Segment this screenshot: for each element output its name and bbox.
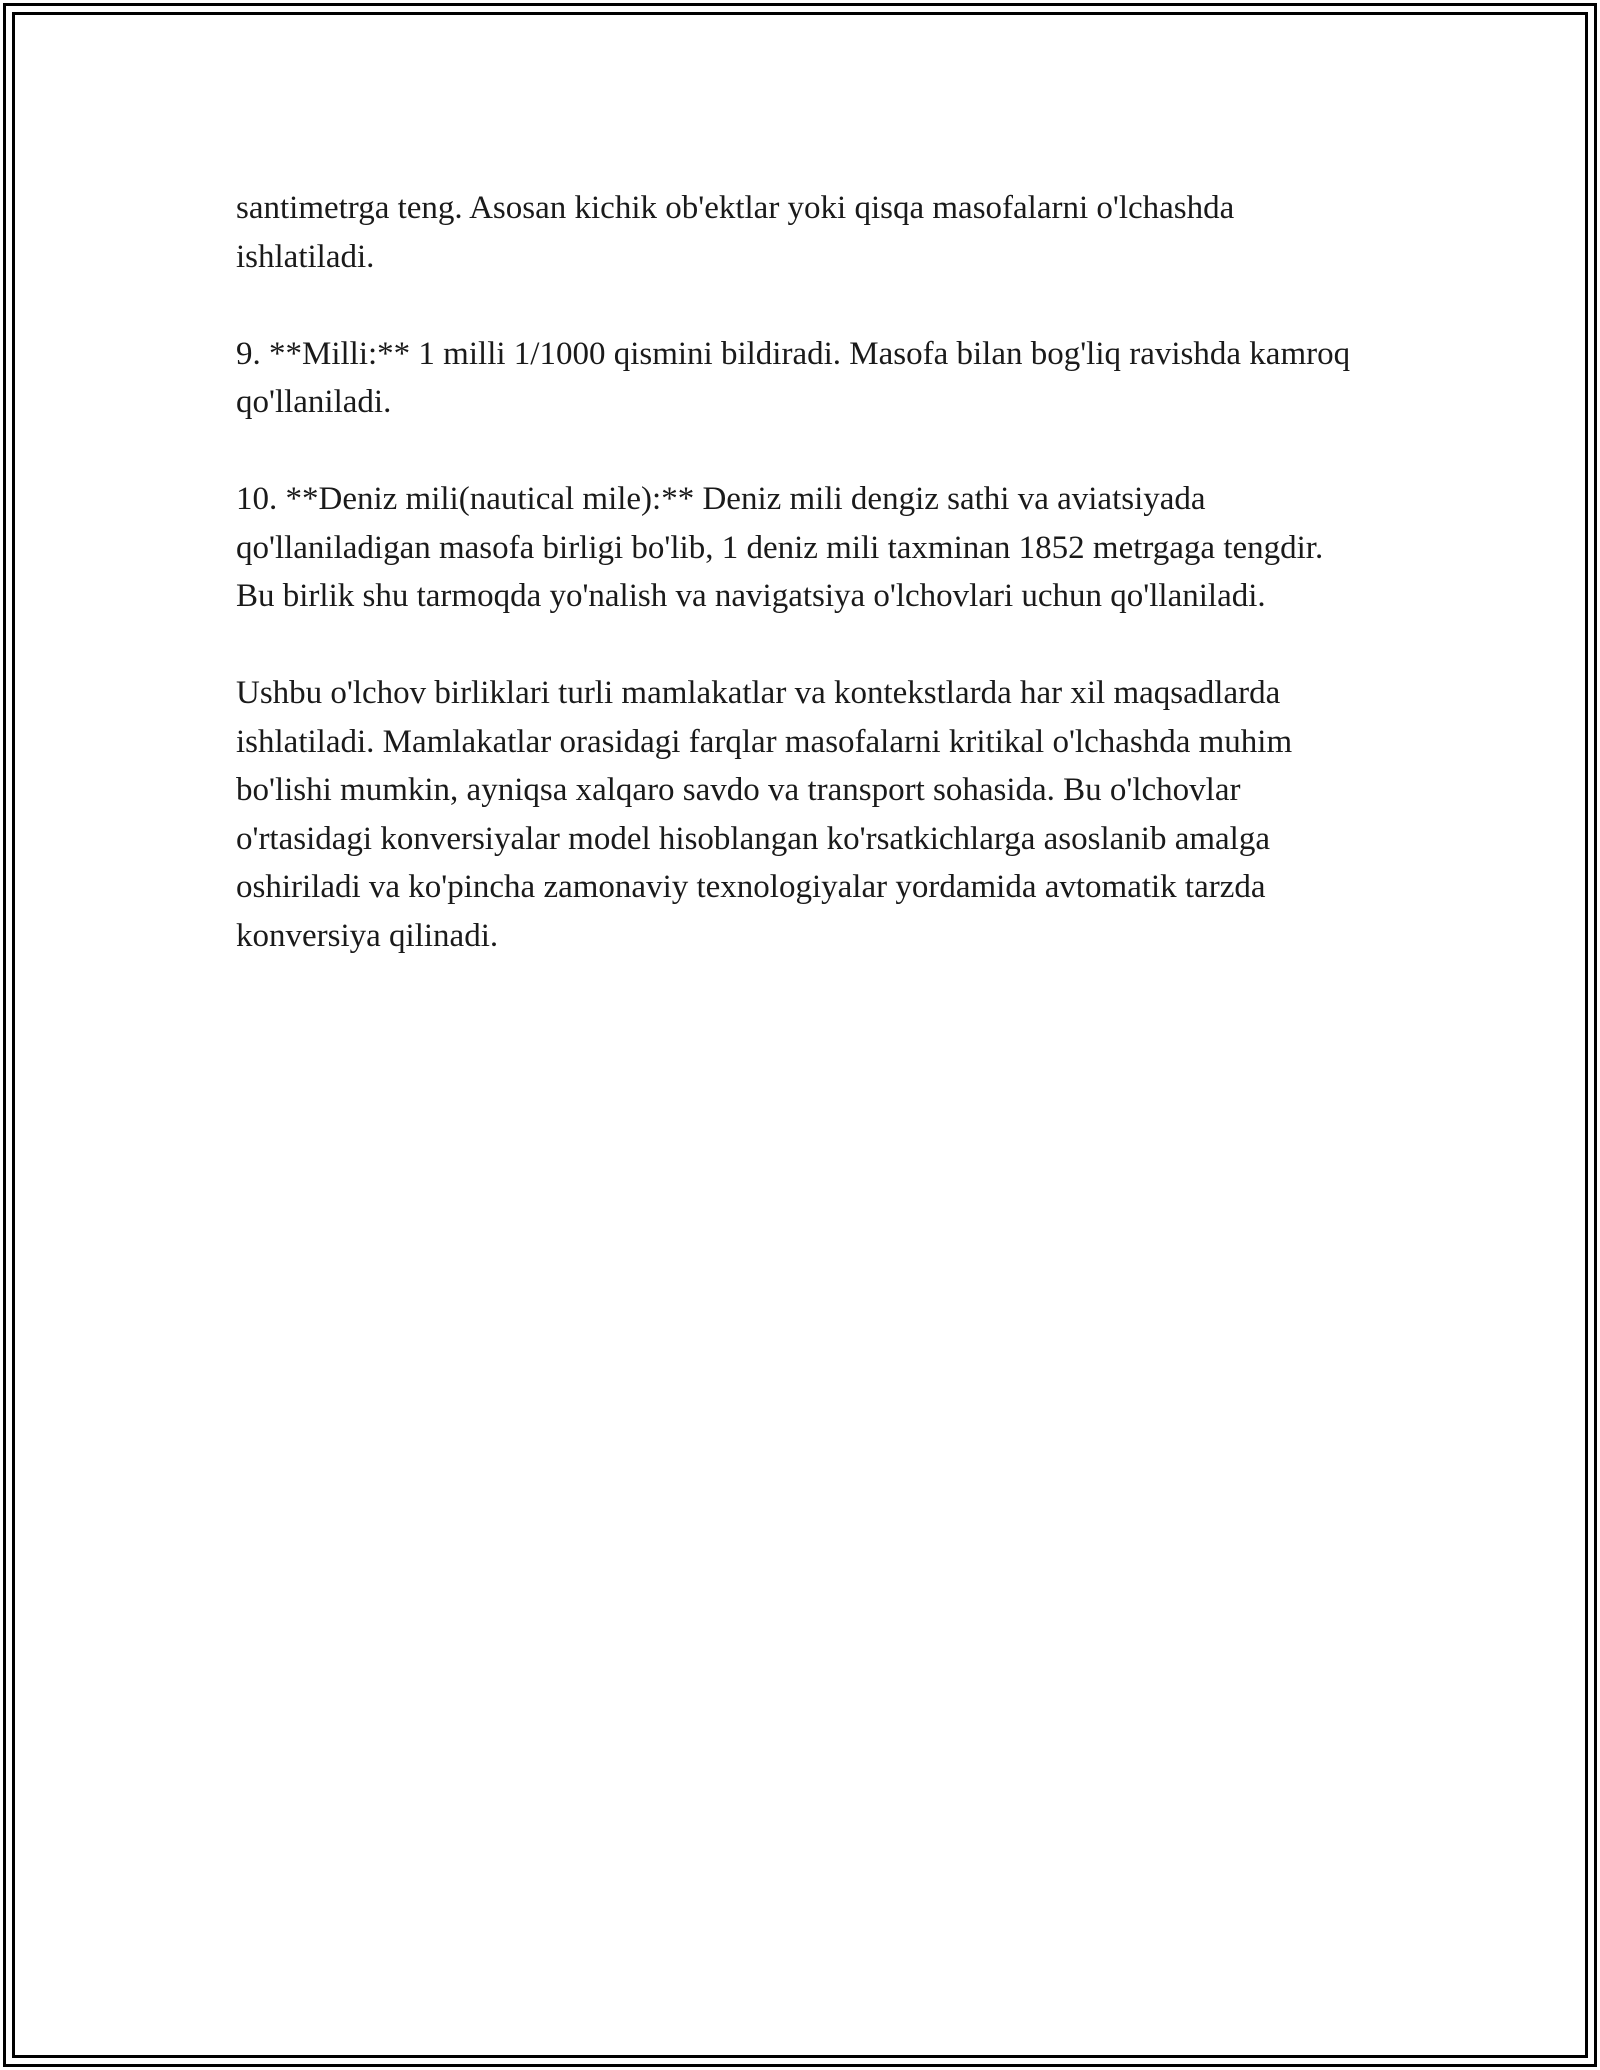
- paragraph-santimetr-continuation: santimetrga teng. Asosan kichik ob'ektlar yoki qisqa masofalarni o'lchashda ishlatiladi.: [236, 190, 1235, 275]
- document-body: [236, 184, 1366, 1009]
- paragraph-milli: 9. **Milli:** 1 milli 1/1000 qismini bildiradi. Masofa bilan bog'liq ravishda kamroq qo'llaniladi.: [236, 335, 1351, 420]
- paragraph-deniz-mili: 10. **Deniz mili(nautical mile):** Deniz mili dengiz sathi va aviatsiyada qo'llaniladigan masofa birligi bo'lib, 1 deniz mili taxminan 1852 metrgaga tengdir. Bu birlik shu tarmoqda yo'nalish va navigatsiya o'lchovlari uchun qo'llaniladi.: [236, 481, 1324, 614]
- paragraph-conclusion: Ushbu o'lchov birliklari turli mamlakatlar va kontekstlarda har xil maqsadlarda ishlatiladi. Mamlakatlar orasidagi farqlar masofalarni kritikal o'lchashda muhim bo'lishi mumkin, ayniqsa xalqaro savdo va transport sohasida. Bu o'lchovlar o'rtasidagi konversiyalar model hisoblangan ko'rsatkichlarga asoslanib amalga oshiriladi va ko'pincha zamonaviy texnologiyalar yordamida avtomatik tarzda konversiya qilinadi.: [236, 675, 1293, 954]
